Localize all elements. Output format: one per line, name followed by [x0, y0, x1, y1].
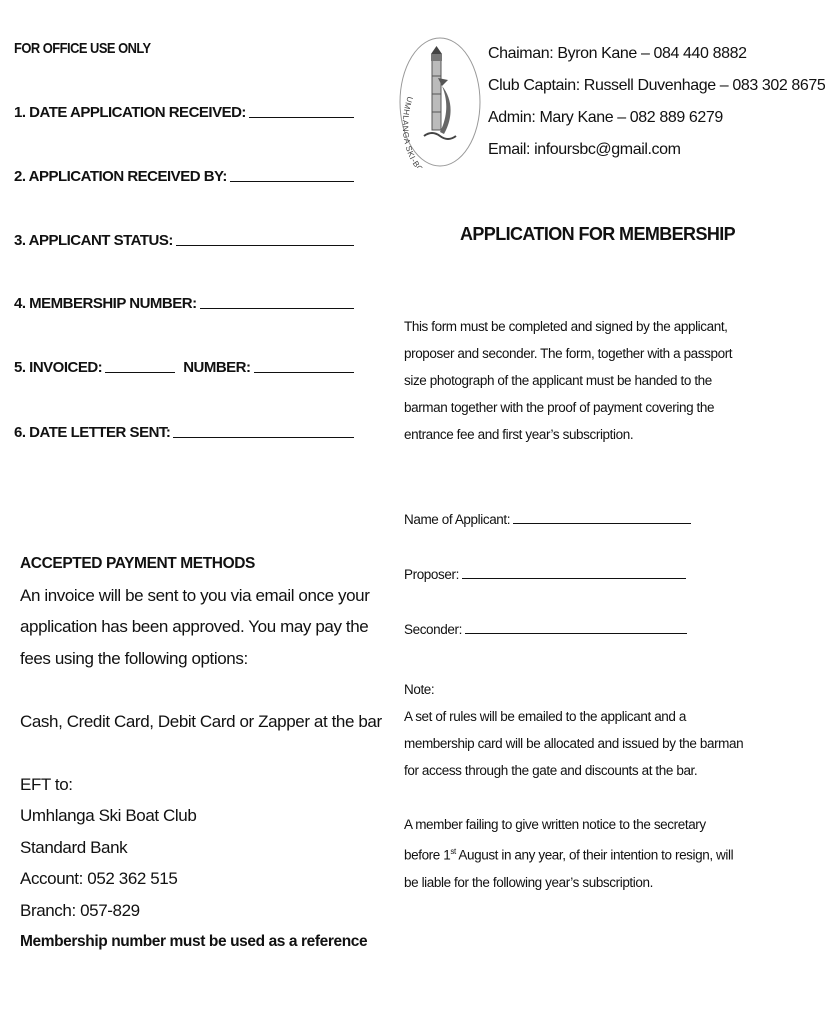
- date-letter-sent-field[interactable]: [14, 424, 354, 441]
- field-label: 6. DATE LETTER SENT:: [14, 424, 171, 441]
- field-line: [249, 116, 354, 118]
- payment-heading: ACCEPTED PAYMENT METHODS: [20, 555, 255, 572]
- application-title: APPLICATION FOR MEMBERSHIP: [460, 224, 736, 244]
- payment-options: Cash, Credit Card, Debit Card or Zapper at the bar: [20, 711, 382, 731]
- applicant-status-field[interactable]: [14, 232, 354, 249]
- field-label: 4. MEMBERSHIP NUMBER:: [14, 295, 197, 312]
- club-contacts: [488, 38, 825, 166]
- note-resignation-text: A member failing to give written notice to the secretary before 1st August in any year, of their intention to resign, will be liable for the following year’s subscription.: [404, 817, 734, 890]
- eft-line-bank-name: Umhlanga Ski Boat Club: [20, 806, 197, 825]
- field-line: [513, 522, 691, 524]
- payment-intro: An invoice will be sent to you via email once your application has been approved. You may pay the fees using the following options:: [20, 585, 370, 668]
- field-label: NUMBER:: [183, 359, 251, 376]
- note-section: [404, 676, 744, 896]
- field-label: 2. APPLICATION RECEIVED BY:: [14, 168, 227, 185]
- office-use-title: FOR OFFICE USE ONLY: [14, 40, 151, 57]
- club-logo: [398, 36, 482, 168]
- field-line: [465, 632, 687, 634]
- field-line: [254, 371, 354, 373]
- invoiced-field[interactable]: [14, 359, 354, 376]
- payment-section: [20, 548, 390, 958]
- contact-club-captain: Club Captain: Russell Duvenhage – 083 302 8675: [488, 77, 825, 94]
- contact-email: Email: infoursbc@gmail.com: [488, 141, 681, 158]
- proposer-field[interactable]: [404, 567, 686, 582]
- note-rules-text: A set of rules will be emailed to the applicant and a membership card will be allocated and issued by the barman for access through the gate and discounts at the bar.: [404, 709, 744, 778]
- membership-number-field[interactable]: [14, 295, 354, 312]
- payment-reference-note: Membership number must be used as a reference: [20, 933, 368, 950]
- date-application-received-field[interactable]: [14, 104, 354, 121]
- contact-chairman: Chaiman: Byron Kane – 084 440 8882: [488, 45, 747, 62]
- eft-label: EFT to:: [20, 774, 73, 794]
- field-line: [462, 577, 686, 579]
- note-heading: Note:: [404, 682, 435, 697]
- eft-line-branch: Branch: 057-829: [20, 900, 140, 920]
- field-label: Seconder:: [404, 622, 462, 637]
- field-label: 3. APPLICANT STATUS:: [14, 232, 173, 249]
- logo-text: UMHLANGA SKI-B: [400, 95, 422, 168]
- eft-line-bank: Standard Bank: [20, 837, 128, 857]
- field-line: [230, 180, 354, 182]
- application-received-by-field[interactable]: [14, 168, 354, 185]
- field-label: Name of Applicant:: [404, 512, 511, 527]
- name-of-applicant-field[interactable]: [404, 512, 691, 527]
- field-line: [173, 436, 354, 438]
- seconder-field[interactable]: [404, 622, 687, 637]
- field-line: [200, 307, 354, 309]
- field-line: [105, 371, 175, 373]
- field-line: [176, 244, 354, 246]
- eft-line-account: Account: 052 362 515: [20, 869, 178, 888]
- contact-admin: Admin: Mary Kane – 082 889 6279: [488, 109, 723, 126]
- application-intro: This form must be completed and signed by the applicant, proposer and seconder. The form, together with a passport size photograph of the applicant must be handed to the barman together with the proof of payment covering the entrance fee and first year’s subscription.: [404, 319, 733, 442]
- field-label: Proposer:: [404, 567, 459, 582]
- field-label: 5. INVOICED:: [14, 359, 103, 376]
- field-label: 1. DATE APPLICATION RECEIVED:: [14, 104, 246, 121]
